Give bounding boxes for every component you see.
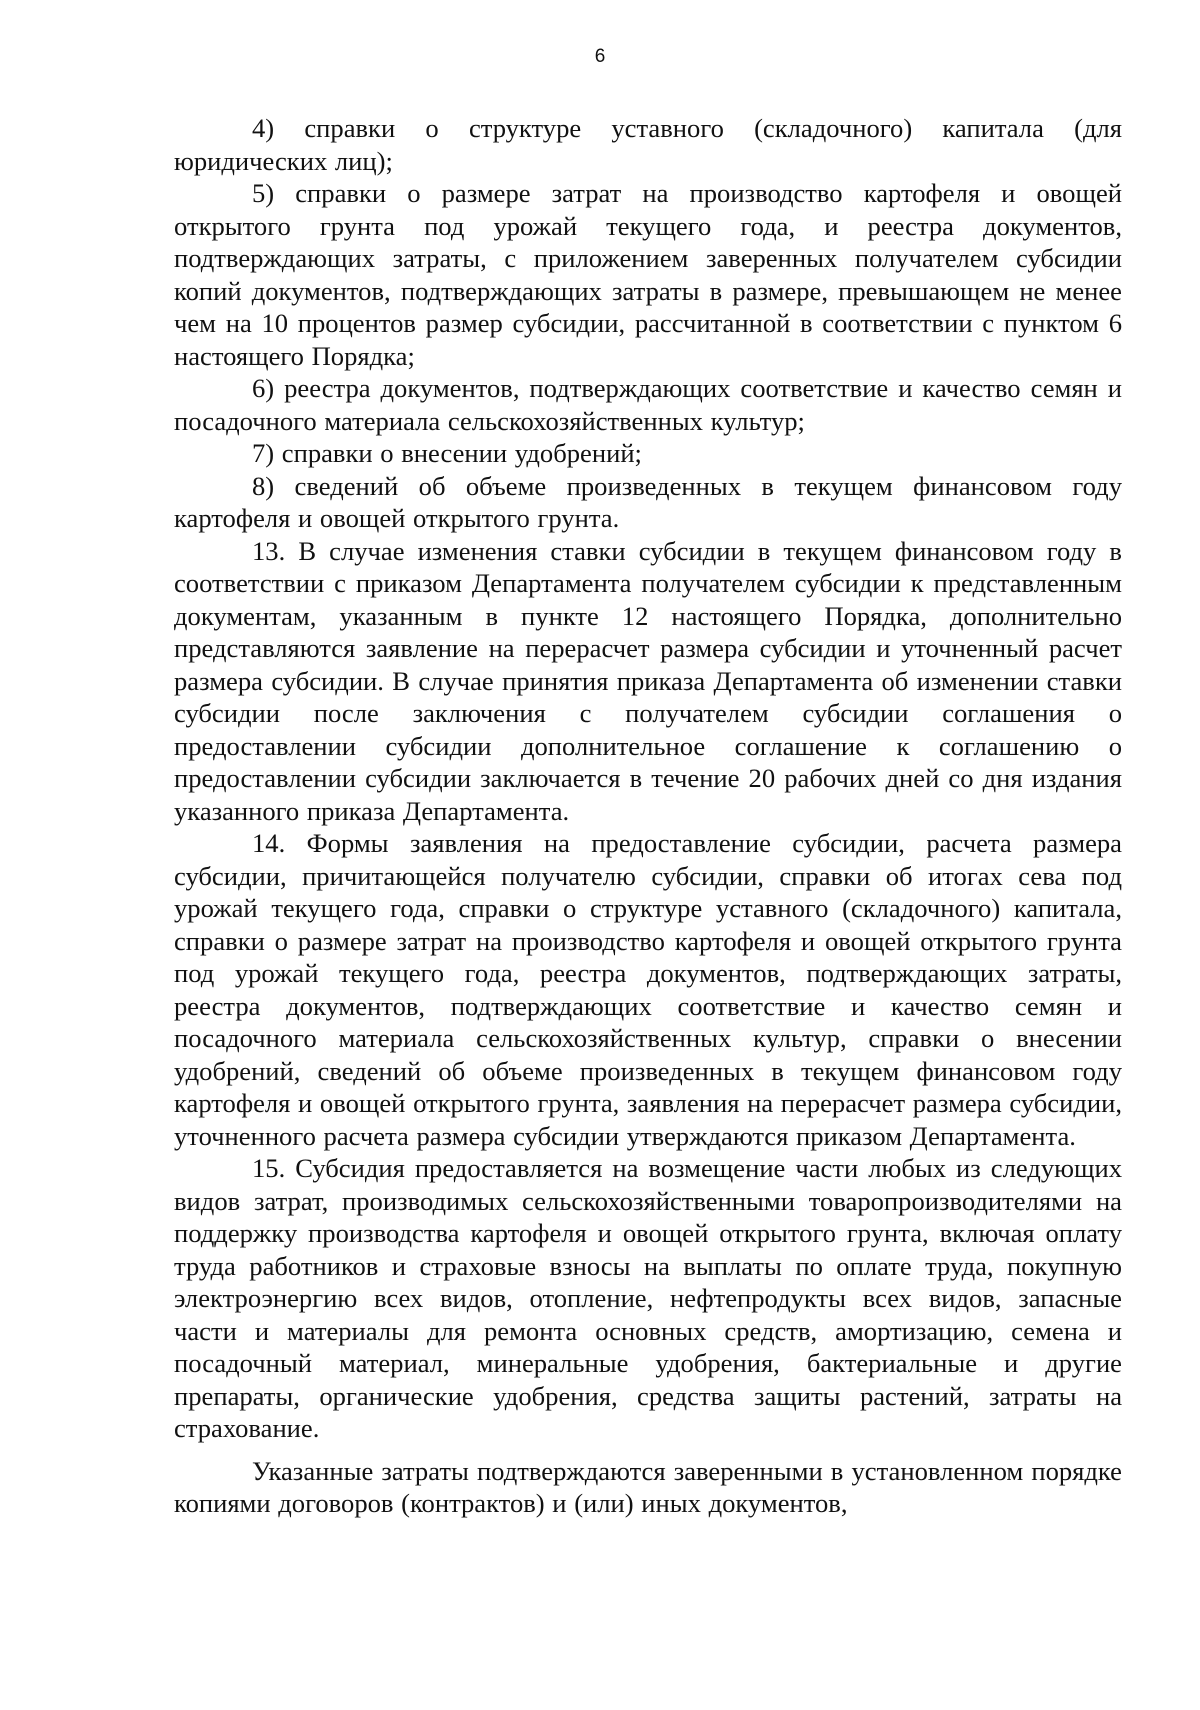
clause-14: 14. Формы заявления на предоставление субсидии, расчета размера субсидии, причитающейся получателю субсидии, справки об итогах сева под урожай текущего года, справки о структуре уставного (складочного) капитала, справки о размере затрат на производство картофеля и овощей открытого грунта под урожай текущего года, реестра документов, подтверждающих затраты, реестра документов, подтверждающих соответствие и качество семян и посадочного материала сельскохозяйственных культур, справки о внесении удобрений, сведений об объеме произведенных в текущем финансовом году картофеля и овощей открытого грунта, заявления на перерасчет размера субсидии, уточненного расчета размера субсидии утверждаются приказом Департамента. <box>174 828 1122 1151</box>
clause-15: 15. Субсидия предоставляется на возмещение части любых из следующих видов затрат, производимых сельскохозяйственными товаропроизводителями на поддержку производства картофеля и овощей открытого грунта, включая оплату труда работников и страховые взносы на выплаты по оплате труда, покупную электроэнергию всех видов, отопление, нефтепродукты всех видов, запасные части и материалы для ремонта основных средств, амортизацию, семена и посадочный материал, минеральные удобрения, бактериальные и другие препараты, органические удобрения, средства защиты растений, затраты на страхование. <box>174 1153 1122 1443</box>
document-body <box>174 112 1122 1520</box>
clause-13: 13. В случае изменения ставки субсидии в текущем финансовом году в соответствии с приказом Департамента получателем субсидии к представленным документам, указанным в пункте 12 настоящего Порядка, дополнительно представляются заявление на перерасчет размера субсидии и уточненный расчет размера субсидии. В случае принятия приказа Департамента об изменении ставки субсидии после заключения с получателем субсидии соглашения о предоставлении субсидии дополнительное соглашение к соглашению о предоставлении субсидии заключается в течение 20 рабочих дней со дня издания указанного приказа Департамента. <box>174 535 1122 826</box>
clause-15-continuation: Указанные затраты подтверждаются заверенными в установленном порядке копиями договоров (контрактов) и (или) иных документов, <box>174 1455 1122 1518</box>
list-item-8: 8) сведений об объеме произведенных в текущем финансовом году картофеля и овощей открытого грунта. <box>174 470 1122 533</box>
list-item-7: 7) справки о внесении удобрений; <box>252 438 642 468</box>
list-item-6: 6) реестра документов, подтверждающих соответствие и качество семян и посадочного материала сельскохозяйственных культур; <box>174 373 1122 436</box>
list-item-5: 5) справки о размере затрат на производство картофеля и овощей открытого грунта под урожай текущего года, и реестра документов, подтверждающих затраты, с приложением заверенных получателем субсидии копий документов, подтверждающих затраты в размере, превышающем не менее чем на 10 процентов размер субсидии, рассчитанной в соответствии с пунктом 6 настоящего Порядка; <box>174 178 1122 371</box>
list-item-4: 4) справки о структуре уставного (складочного) капитала (для юридических лиц); <box>174 113 1122 176</box>
page-number: 6 <box>594 46 606 67</box>
